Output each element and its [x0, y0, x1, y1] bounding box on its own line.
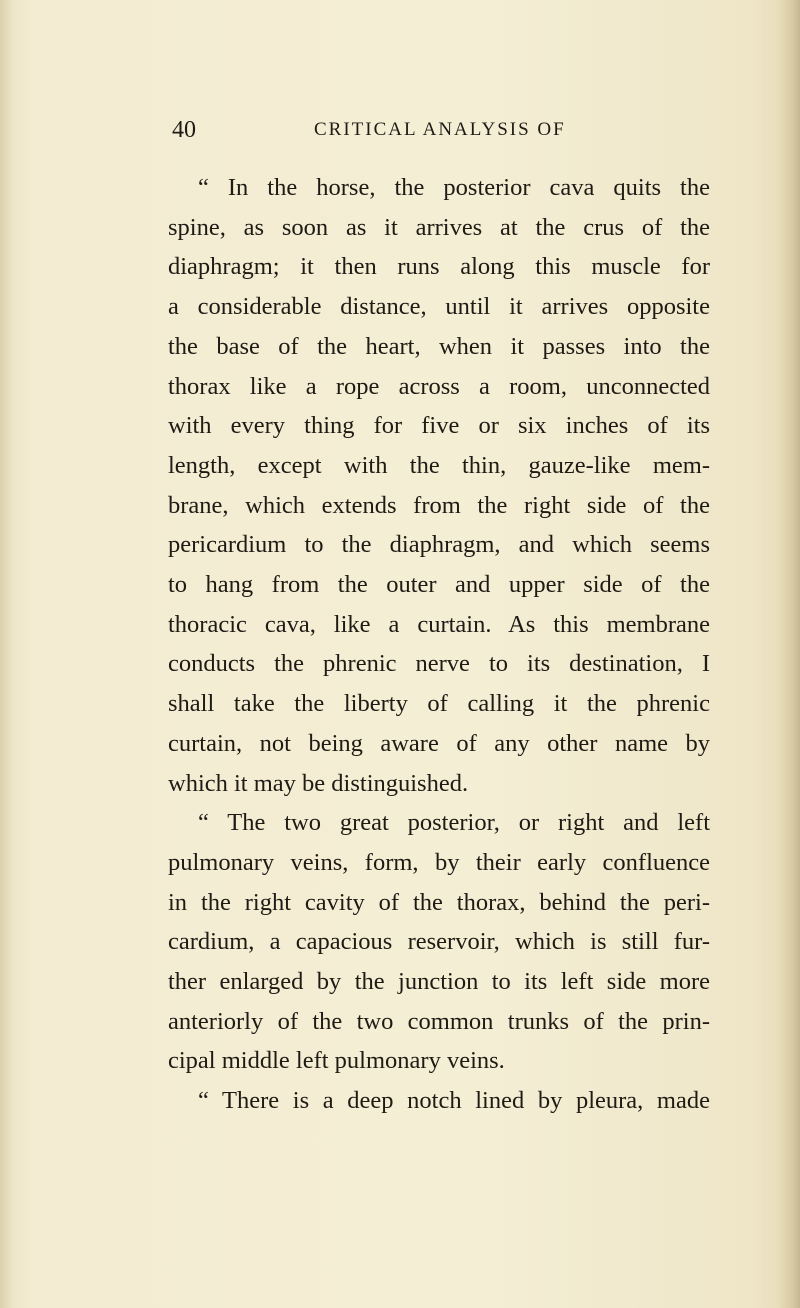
- text-line: ther enlarged by the junction to its left side more: [168, 968, 710, 996]
- text-line: thorax like a rope across a room, unconnected: [168, 372, 710, 400]
- text-line: the base of the heart, when it passes into the: [168, 332, 710, 360]
- text-line: a considerable distance, until it arrives opposite: [168, 293, 710, 321]
- page-header: [172, 110, 692, 150]
- paragraph: [168, 168, 710, 803]
- text-line: brane, which extends from the right side of the: [168, 491, 710, 519]
- text-line: pulmonary veins, form, by their early confluence: [168, 848, 710, 876]
- text-line: in the right cavity of the thorax, behind the peri-: [168, 888, 710, 916]
- text-line: “ In the horse, the posterior cava quits the: [198, 174, 710, 201]
- page-left-edge-shading: [0, 0, 14, 1308]
- body-text: [168, 168, 710, 1121]
- page-gutter-shading: [778, 0, 800, 1308]
- page-number: 40: [172, 117, 196, 143]
- text-line: spine, as soon as it arrives at the crus of the: [168, 213, 710, 241]
- paragraph: [168, 803, 710, 1081]
- text-line: cardium, a capacious reservoir, which is still fur-: [168, 928, 710, 956]
- text-line: cipal middle left pulmonary veins.: [168, 1047, 505, 1075]
- text-line: curtain, not being aware of any other name by: [168, 729, 710, 757]
- text-line: thoracic cava, like a curtain. As this membrane: [168, 610, 710, 638]
- text-line: to hang from the outer and upper side of the: [168, 571, 710, 599]
- text-line: which it may be distinguished.: [168, 769, 469, 797]
- running-head: CRITICAL ANALYSIS OF: [314, 119, 566, 140]
- text-line: “ The two great posterior, or right and left: [198, 809, 710, 837]
- paragraph: [168, 1081, 710, 1121]
- text-line: length, except with the thin, gauze-like mem-: [168, 451, 710, 479]
- text-line: conducts the phrenic nerve to its destination, I: [168, 650, 710, 678]
- text-line: “ There is a deep notch lined by pleura, made: [198, 1087, 710, 1115]
- text-line: with every thing for five or six inches of its: [168, 412, 710, 440]
- text-line: diaphragm; it then runs along this muscle for: [168, 253, 710, 281]
- text-line: pericardium to the diaphragm, and which seems: [168, 531, 710, 559]
- text-line: shall take the liberty of calling it the phrenic: [168, 690, 710, 718]
- text-line: anteriorly of the two common trunks of the prin-: [168, 1007, 710, 1035]
